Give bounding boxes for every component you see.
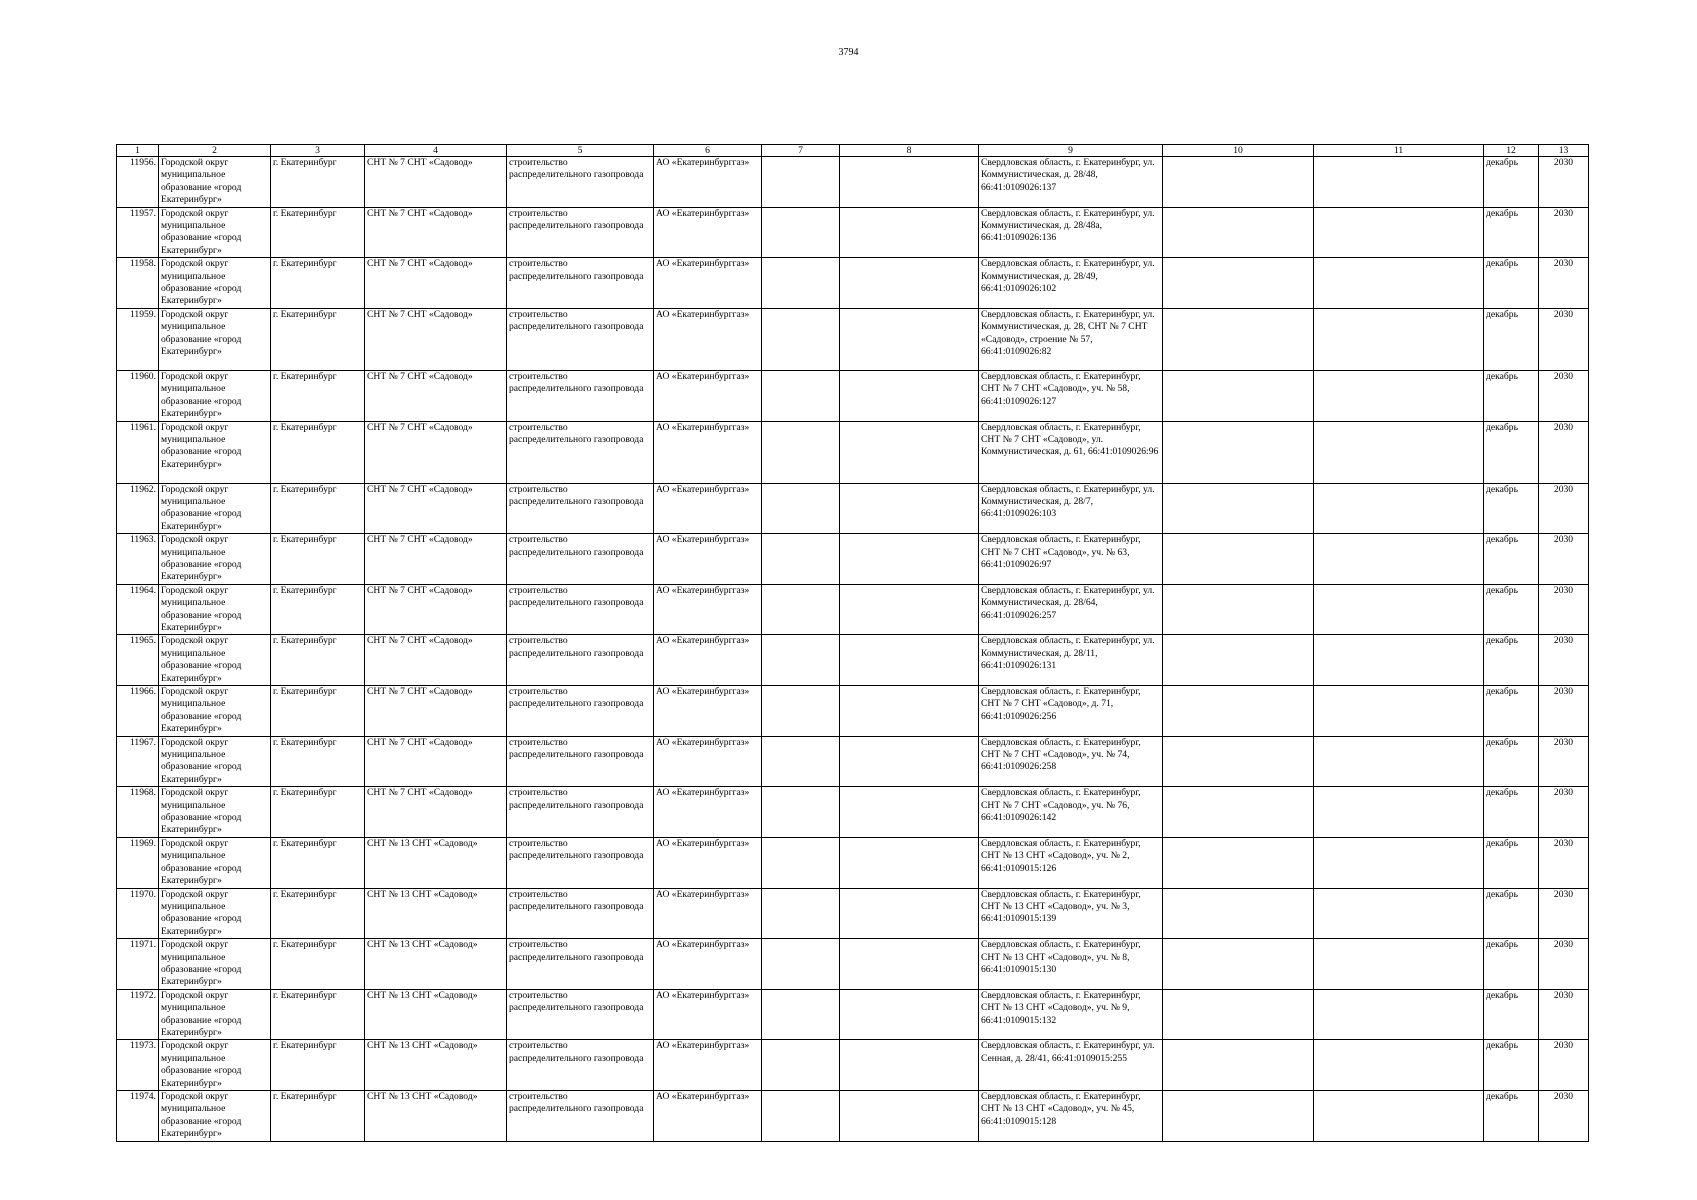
month-cell: декабрь bbox=[1484, 308, 1539, 370]
address-cell: Свердловская область, г. Екатеринбург, СНТ № 7 СНТ «Садовод», уч. № 74, 66:41:0109026:258 bbox=[979, 736, 1163, 787]
organization-cell: АО «Екатеринбурггаз» bbox=[654, 157, 762, 208]
empty-cell bbox=[762, 534, 840, 585]
column-header: 9 bbox=[979, 145, 1163, 157]
empty-cell bbox=[1163, 888, 1314, 939]
work-type-cell: строительство распределительного газопровода bbox=[507, 837, 654, 888]
object-cell: СНТ № 7 СНТ «Садовод» bbox=[365, 483, 507, 534]
column-header: 6 bbox=[654, 145, 762, 157]
column-header: 3 bbox=[271, 145, 365, 157]
month-cell: декабрь bbox=[1484, 736, 1539, 787]
year-cell: 2030 bbox=[1539, 888, 1589, 939]
object-cell: СНТ № 7 СНТ «Садовод» bbox=[365, 736, 507, 787]
organization-cell: АО «Екатеринбурггаз» bbox=[654, 370, 762, 421]
municipality-cell: Городской округ муниципальное образование «город Екатеринбург» bbox=[159, 1091, 271, 1142]
address-cell: Свердловская область, г. Екатеринбург, СНТ № 7 СНТ «Садовод», ул. Коммунистическая, д. 61, 66:41:0109026:96 bbox=[979, 421, 1163, 483]
empty-cell bbox=[1163, 635, 1314, 686]
table-row bbox=[117, 736, 1589, 787]
empty-cell bbox=[1163, 787, 1314, 838]
row-number: 11961. bbox=[117, 421, 159, 483]
empty-cell bbox=[762, 837, 840, 888]
work-type-cell: строительство распределительного газопровода bbox=[507, 370, 654, 421]
empty-cell bbox=[840, 686, 979, 737]
empty-cell bbox=[1314, 787, 1484, 838]
empty-cell bbox=[1163, 370, 1314, 421]
empty-cell bbox=[1314, 989, 1484, 1040]
empty-cell bbox=[1314, 584, 1484, 635]
table-row bbox=[117, 207, 1589, 258]
organization-cell: АО «Екатеринбурггаз» bbox=[654, 989, 762, 1040]
object-cell: СНТ № 7 СНТ «Садовод» bbox=[365, 787, 507, 838]
address-cell: Свердловская область, г. Екатеринбург, СНТ № 13 СНТ «Садовод», уч. № 8, 66:41:0109015:130 bbox=[979, 939, 1163, 990]
month-cell: декабрь bbox=[1484, 421, 1539, 483]
month-cell: декабрь bbox=[1484, 584, 1539, 635]
empty-cell bbox=[840, 370, 979, 421]
empty-cell bbox=[1314, 258, 1484, 309]
organization-cell: АО «Екатеринбурггаз» bbox=[654, 258, 762, 309]
address-cell: Свердловская область, г. Екатеринбург, СНТ № 7 СНТ «Садовод», уч. № 63, 66:41:0109026:97 bbox=[979, 534, 1163, 585]
municipality-cell: Городской округ муниципальное образование «город Екатеринбург» bbox=[159, 888, 271, 939]
municipality-cell: Городской округ муниципальное образование «город Екатеринбург» bbox=[159, 157, 271, 208]
year-cell: 2030 bbox=[1539, 584, 1589, 635]
object-cell: СНТ № 7 СНТ «Садовод» bbox=[365, 258, 507, 309]
empty-cell bbox=[1314, 1091, 1484, 1142]
empty-cell bbox=[1163, 534, 1314, 585]
work-type-cell: строительство распределительного газопровода bbox=[507, 483, 654, 534]
organization-cell: АО «Екатеринбурггаз» bbox=[654, 939, 762, 990]
year-cell: 2030 bbox=[1539, 483, 1589, 534]
row-number: 11973. bbox=[117, 1040, 159, 1091]
object-cell: СНТ № 7 СНТ «Садовод» bbox=[365, 157, 507, 208]
object-cell: СНТ № 7 СНТ «Садовод» bbox=[365, 421, 507, 483]
row-number: 11967. bbox=[117, 736, 159, 787]
empty-cell bbox=[762, 157, 840, 208]
work-type-cell: строительство распределительного газопровода bbox=[507, 308, 654, 370]
month-cell: декабрь bbox=[1484, 370, 1539, 421]
register-table bbox=[116, 144, 1589, 1142]
municipality-cell: Городской округ муниципальное образование «город Екатеринбург» bbox=[159, 939, 271, 990]
year-cell: 2030 bbox=[1539, 157, 1589, 208]
empty-cell bbox=[840, 939, 979, 990]
empty-cell bbox=[762, 258, 840, 309]
column-number-row bbox=[117, 145, 1589, 157]
object-cell: СНТ № 13 СНТ «Садовод» bbox=[365, 888, 507, 939]
address-cell: Свердловская область, г. Екатеринбург, СНТ № 13 СНТ «Садовод», уч. № 3, 66:41:0109015:139 bbox=[979, 888, 1163, 939]
empty-cell bbox=[1163, 483, 1314, 534]
address-cell: Свердловская область, г. Екатеринбург, СНТ № 13 СНТ «Садовод», уч. № 45, 66:41:0109015:128 bbox=[979, 1091, 1163, 1142]
empty-cell bbox=[762, 1040, 840, 1091]
year-cell: 2030 bbox=[1539, 939, 1589, 990]
empty-cell bbox=[762, 888, 840, 939]
municipality-cell: Городской округ муниципальное образование «город Екатеринбург» bbox=[159, 837, 271, 888]
year-cell: 2030 bbox=[1539, 1091, 1589, 1142]
empty-cell bbox=[1163, 308, 1314, 370]
column-header: 7 bbox=[762, 145, 840, 157]
object-cell: СНТ № 7 СНТ «Садовод» bbox=[365, 370, 507, 421]
city-cell: г. Екатеринбург bbox=[271, 888, 365, 939]
row-number: 11959. bbox=[117, 308, 159, 370]
year-cell: 2030 bbox=[1539, 989, 1589, 1040]
row-number: 11968. bbox=[117, 787, 159, 838]
year-cell: 2030 bbox=[1539, 308, 1589, 370]
empty-cell bbox=[840, 483, 979, 534]
row-number: 11963. bbox=[117, 534, 159, 585]
empty-cell bbox=[1163, 686, 1314, 737]
year-cell: 2030 bbox=[1539, 534, 1589, 585]
object-cell: СНТ № 7 СНТ «Садовод» bbox=[365, 534, 507, 585]
object-cell: СНТ № 7 СНТ «Садовод» bbox=[365, 308, 507, 370]
column-header: 5 bbox=[507, 145, 654, 157]
address-cell: Свердловская область, г. Екатеринбург, СНТ № 7 СНТ «Садовод», уч. № 76, 66:41:0109026:142 bbox=[979, 787, 1163, 838]
year-cell: 2030 bbox=[1539, 686, 1589, 737]
empty-cell bbox=[762, 939, 840, 990]
city-cell: г. Екатеринбург bbox=[271, 584, 365, 635]
municipality-cell: Городской округ муниципальное образование «город Екатеринбург» bbox=[159, 258, 271, 309]
organization-cell: АО «Екатеринбурггаз» bbox=[654, 534, 762, 585]
row-number: 11956. bbox=[117, 157, 159, 208]
object-cell: СНТ № 7 СНТ «Садовод» bbox=[365, 635, 507, 686]
month-cell: декабрь bbox=[1484, 939, 1539, 990]
column-header: 13 bbox=[1539, 145, 1589, 157]
address-cell: Свердловская область, г. Екатеринбург, СНТ № 13 СНТ «Садовод», уч. № 9, 66:41:0109015:132 bbox=[979, 989, 1163, 1040]
year-cell: 2030 bbox=[1539, 421, 1589, 483]
municipality-cell: Городской округ муниципальное образование «город Екатеринбург» bbox=[159, 421, 271, 483]
month-cell: декабрь bbox=[1484, 1040, 1539, 1091]
city-cell: г. Екатеринбург bbox=[271, 939, 365, 990]
address-cell: Свердловская область, г. Екатеринбург, ул. Коммунистическая, д. 28/7, 66:41:0109026:103 bbox=[979, 483, 1163, 534]
row-number: 11957. bbox=[117, 207, 159, 258]
table-row bbox=[117, 483, 1589, 534]
municipality-cell: Городской округ муниципальное образование «город Екатеринбург» bbox=[159, 534, 271, 585]
column-header: 12 bbox=[1484, 145, 1539, 157]
year-cell: 2030 bbox=[1539, 837, 1589, 888]
row-number: 11970. bbox=[117, 888, 159, 939]
empty-cell bbox=[840, 584, 979, 635]
address-cell: Свердловская область, г. Екатеринбург, ул. Коммунистическая, д. 28/48, 66:41:0109026:137 bbox=[979, 157, 1163, 208]
object-cell: СНТ № 13 СНТ «Садовод» bbox=[365, 837, 507, 888]
table-row bbox=[117, 534, 1589, 585]
empty-cell bbox=[762, 370, 840, 421]
municipality-cell: Городской округ муниципальное образование «город Екатеринбург» bbox=[159, 989, 271, 1040]
table-row bbox=[117, 258, 1589, 309]
organization-cell: АО «Екатеринбурггаз» bbox=[654, 421, 762, 483]
empty-cell bbox=[840, 421, 979, 483]
month-cell: декабрь bbox=[1484, 888, 1539, 939]
month-cell: декабрь bbox=[1484, 207, 1539, 258]
municipality-cell: Городской округ муниципальное образование «город Екатеринбург» bbox=[159, 787, 271, 838]
organization-cell: АО «Екатеринбурггаз» bbox=[654, 483, 762, 534]
empty-cell bbox=[762, 686, 840, 737]
row-number: 11958. bbox=[117, 258, 159, 309]
organization-cell: АО «Екатеринбурггаз» bbox=[654, 837, 762, 888]
table-row bbox=[117, 157, 1589, 208]
address-cell: Свердловская область, г. Екатеринбург, СНТ № 7 СНТ «Садовод», уч. № 58, 66:41:0109026:127 bbox=[979, 370, 1163, 421]
table-row bbox=[117, 787, 1589, 838]
city-cell: г. Екатеринбург bbox=[271, 534, 365, 585]
table-row bbox=[117, 1040, 1589, 1091]
row-number: 11962. bbox=[117, 483, 159, 534]
work-type-cell: строительство распределительного газопровода bbox=[507, 989, 654, 1040]
row-number: 11965. bbox=[117, 635, 159, 686]
municipality-cell: Городской округ муниципальное образование «город Екатеринбург» bbox=[159, 483, 271, 534]
empty-cell bbox=[1163, 157, 1314, 208]
city-cell: г. Екатеринбург bbox=[271, 635, 365, 686]
empty-cell bbox=[840, 157, 979, 208]
empty-cell bbox=[1314, 308, 1484, 370]
address-cell: Свердловская область, г. Екатеринбург, ул. Коммунистическая, д. 28, СНТ № 7 СНТ «Садовод», строение № 57, 66:41:0109026:82 bbox=[979, 308, 1163, 370]
work-type-cell: строительство распределительного газопровода bbox=[507, 584, 654, 635]
month-cell: декабрь bbox=[1484, 258, 1539, 309]
object-cell: СНТ № 13 СНТ «Садовод» bbox=[365, 989, 507, 1040]
column-header: 2 bbox=[159, 145, 271, 157]
row-number: 11972. bbox=[117, 989, 159, 1040]
municipality-cell: Городской округ муниципальное образование «город Екатеринбург» bbox=[159, 584, 271, 635]
object-cell: СНТ № 7 СНТ «Садовод» bbox=[365, 686, 507, 737]
month-cell: декабрь bbox=[1484, 534, 1539, 585]
empty-cell bbox=[1314, 837, 1484, 888]
organization-cell: АО «Екатеринбурггаз» bbox=[654, 686, 762, 737]
empty-cell bbox=[1314, 157, 1484, 208]
empty-cell bbox=[1314, 686, 1484, 737]
table-row bbox=[117, 686, 1589, 737]
empty-cell bbox=[762, 421, 840, 483]
organization-cell: АО «Екатеринбурггаз» bbox=[654, 308, 762, 370]
table-row bbox=[117, 421, 1589, 483]
month-cell: декабрь bbox=[1484, 483, 1539, 534]
empty-cell bbox=[1163, 258, 1314, 309]
empty-cell bbox=[1163, 1091, 1314, 1142]
empty-cell bbox=[1314, 1040, 1484, 1091]
year-cell: 2030 bbox=[1539, 1040, 1589, 1091]
column-header: 4 bbox=[365, 145, 507, 157]
column-header: 8 bbox=[840, 145, 979, 157]
empty-cell bbox=[1314, 888, 1484, 939]
work-type-cell: строительство распределительного газопровода bbox=[507, 421, 654, 483]
empty-cell bbox=[840, 1091, 979, 1142]
month-cell: декабрь bbox=[1484, 837, 1539, 888]
table-row bbox=[117, 837, 1589, 888]
work-type-cell: строительство распределительного газопровода bbox=[507, 686, 654, 737]
empty-cell bbox=[762, 483, 840, 534]
row-number: 11974. bbox=[117, 1091, 159, 1142]
row-number: 11969. bbox=[117, 837, 159, 888]
municipality-cell: Городской округ муниципальное образование «город Екатеринбург» bbox=[159, 736, 271, 787]
organization-cell: АО «Екатеринбурггаз» bbox=[654, 207, 762, 258]
empty-cell bbox=[1314, 421, 1484, 483]
empty-cell bbox=[840, 989, 979, 1040]
city-cell: г. Екатеринбург bbox=[271, 370, 365, 421]
organization-cell: АО «Екатеринбурггаз» bbox=[654, 1040, 762, 1091]
empty-cell bbox=[1314, 534, 1484, 585]
year-cell: 2030 bbox=[1539, 207, 1589, 258]
empty-cell bbox=[840, 787, 979, 838]
empty-cell bbox=[762, 635, 840, 686]
month-cell: декабрь bbox=[1484, 157, 1539, 208]
month-cell: декабрь bbox=[1484, 635, 1539, 686]
city-cell: г. Екатеринбург bbox=[271, 421, 365, 483]
empty-cell bbox=[1163, 421, 1314, 483]
table-body bbox=[117, 157, 1589, 1142]
city-cell: г. Екатеринбург bbox=[271, 483, 365, 534]
work-type-cell: строительство распределительного газопровода bbox=[507, 939, 654, 990]
table-row bbox=[117, 989, 1589, 1040]
work-type-cell: строительство распределительного газопровода bbox=[507, 534, 654, 585]
empty-cell bbox=[762, 207, 840, 258]
month-cell: декабрь bbox=[1484, 686, 1539, 737]
address-cell: Свердловская область, г. Екатеринбург, ул. Сенная, д. 28/41, 66:41:0109015:255 bbox=[979, 1040, 1163, 1091]
work-type-cell: строительство распределительного газопровода bbox=[507, 736, 654, 787]
municipality-cell: Городской округ муниципальное образование «город Екатеринбург» bbox=[159, 370, 271, 421]
work-type-cell: строительство распределительного газопровода bbox=[507, 787, 654, 838]
month-cell: декабрь bbox=[1484, 989, 1539, 1040]
city-cell: г. Екатеринбург bbox=[271, 157, 365, 208]
year-cell: 2030 bbox=[1539, 635, 1589, 686]
address-cell: Свердловская область, г. Екатеринбург, СНТ № 13 СНТ «Садовод», уч. № 2, 66:41:0109015:126 bbox=[979, 837, 1163, 888]
empty-cell bbox=[1314, 736, 1484, 787]
municipality-cell: Городской округ муниципальное образование «город Екатеринбург» bbox=[159, 686, 271, 737]
month-cell: декабрь bbox=[1484, 787, 1539, 838]
empty-cell bbox=[762, 308, 840, 370]
empty-cell bbox=[1163, 1040, 1314, 1091]
row-number: 11971. bbox=[117, 939, 159, 990]
empty-cell bbox=[840, 736, 979, 787]
city-cell: г. Екатеринбург bbox=[271, 308, 365, 370]
empty-cell bbox=[840, 308, 979, 370]
work-type-cell: строительство распределительного газопровода bbox=[507, 1091, 654, 1142]
table-row bbox=[117, 635, 1589, 686]
empty-cell bbox=[840, 888, 979, 939]
address-cell: Свердловская область, г. Екатеринбург, СНТ № 7 СНТ «Садовод», д. 71, 66:41:0109026:256 bbox=[979, 686, 1163, 737]
row-number: 11960. bbox=[117, 370, 159, 421]
city-cell: г. Екатеринбург bbox=[271, 207, 365, 258]
work-type-cell: строительство распределительного газопровода bbox=[507, 635, 654, 686]
table-row bbox=[117, 584, 1589, 635]
organization-cell: АО «Екатеринбурггаз» bbox=[654, 888, 762, 939]
empty-cell bbox=[762, 584, 840, 635]
empty-cell bbox=[762, 989, 840, 1040]
month-cell: декабрь bbox=[1484, 1091, 1539, 1142]
work-type-cell: строительство распределительного газопровода bbox=[507, 207, 654, 258]
empty-cell bbox=[1163, 989, 1314, 1040]
work-type-cell: строительство распределительного газопровода bbox=[507, 1040, 654, 1091]
empty-cell bbox=[1163, 939, 1314, 990]
work-type-cell: строительство распределительного газопровода bbox=[507, 258, 654, 309]
organization-cell: АО «Екатеринбурггаз» bbox=[654, 787, 762, 838]
empty-cell bbox=[1314, 635, 1484, 686]
empty-cell bbox=[1314, 207, 1484, 258]
table-row bbox=[117, 370, 1589, 421]
work-type-cell: строительство распределительного газопровода bbox=[507, 888, 654, 939]
city-cell: г. Екатеринбург bbox=[271, 1040, 365, 1091]
empty-cell bbox=[1163, 837, 1314, 888]
empty-cell bbox=[762, 736, 840, 787]
city-cell: г. Екатеринбург bbox=[271, 787, 365, 838]
empty-cell bbox=[840, 1040, 979, 1091]
organization-cell: АО «Екатеринбурггаз» bbox=[654, 1091, 762, 1142]
city-cell: г. Екатеринбург bbox=[271, 736, 365, 787]
municipality-cell: Городской округ муниципальное образование «город Екатеринбург» bbox=[159, 207, 271, 258]
empty-cell bbox=[1314, 939, 1484, 990]
address-cell: Свердловская область, г. Екатеринбург, ул. Коммунистическая, д. 28/49, 66:41:0109026:102 bbox=[979, 258, 1163, 309]
year-cell: 2030 bbox=[1539, 736, 1589, 787]
object-cell: СНТ № 13 СНТ «Садовод» bbox=[365, 1040, 507, 1091]
address-cell: Свердловская область, г. Екатеринбург, ул. Коммунистическая, д. 28/64, 66:41:0109026:257 bbox=[979, 584, 1163, 635]
work-type-cell: строительство распределительного газопровода bbox=[507, 157, 654, 208]
year-cell: 2030 bbox=[1539, 370, 1589, 421]
empty-cell bbox=[1163, 207, 1314, 258]
organization-cell: АО «Екатеринбурггаз» bbox=[654, 635, 762, 686]
empty-cell bbox=[1163, 736, 1314, 787]
column-header: 1 bbox=[117, 145, 159, 157]
column-header: 11 bbox=[1314, 145, 1484, 157]
empty-cell bbox=[840, 258, 979, 309]
empty-cell bbox=[1314, 370, 1484, 421]
empty-cell bbox=[840, 534, 979, 585]
empty-cell bbox=[1163, 584, 1314, 635]
object-cell: СНТ № 7 СНТ «Садовод» bbox=[365, 584, 507, 635]
city-cell: г. Екатеринбург bbox=[271, 1091, 365, 1142]
city-cell: г. Екатеринбург bbox=[271, 258, 365, 309]
empty-cell bbox=[1314, 483, 1484, 534]
empty-cell bbox=[762, 1091, 840, 1142]
column-header: 10 bbox=[1163, 145, 1314, 157]
municipality-cell: Городской округ муниципальное образование «город Екатеринбург» bbox=[159, 635, 271, 686]
row-number: 11966. bbox=[117, 686, 159, 737]
table-row bbox=[117, 888, 1589, 939]
page-number: 3794 bbox=[838, 47, 859, 58]
table-row bbox=[117, 1091, 1589, 1142]
organization-cell: АО «Екатеринбурггаз» bbox=[654, 584, 762, 635]
municipality-cell: Городской округ муниципальное образование «город Екатеринбург» bbox=[159, 308, 271, 370]
empty-cell bbox=[840, 635, 979, 686]
object-cell: СНТ № 13 СНТ «Садовод» bbox=[365, 939, 507, 990]
address-cell: Свердловская область, г. Екатеринбург, ул. Коммунистическая, д. 28/48а, 66:41:0109026:136 bbox=[979, 207, 1163, 258]
city-cell: г. Екатеринбург bbox=[271, 686, 365, 737]
empty-cell bbox=[762, 787, 840, 838]
municipality-cell: Городской округ муниципальное образование «город Екатеринбург» bbox=[159, 1040, 271, 1091]
empty-cell bbox=[840, 207, 979, 258]
row-number: 11964. bbox=[117, 584, 159, 635]
year-cell: 2030 bbox=[1539, 787, 1589, 838]
year-cell: 2030 bbox=[1539, 258, 1589, 309]
city-cell: г. Екатеринбург bbox=[271, 989, 365, 1040]
address-cell: Свердловская область, г. Екатеринбург, ул. Коммунистическая, д. 28/11, 66:41:0109026:131 bbox=[979, 635, 1163, 686]
organization-cell: АО «Екатеринбурггаз» bbox=[654, 736, 762, 787]
table-row bbox=[117, 939, 1589, 990]
object-cell: СНТ № 7 СНТ «Садовод» bbox=[365, 207, 507, 258]
object-cell: СНТ № 13 СНТ «Садовод» bbox=[365, 1091, 507, 1142]
empty-cell bbox=[840, 837, 979, 888]
city-cell: г. Екатеринбург bbox=[271, 837, 365, 888]
table-row bbox=[117, 308, 1589, 370]
